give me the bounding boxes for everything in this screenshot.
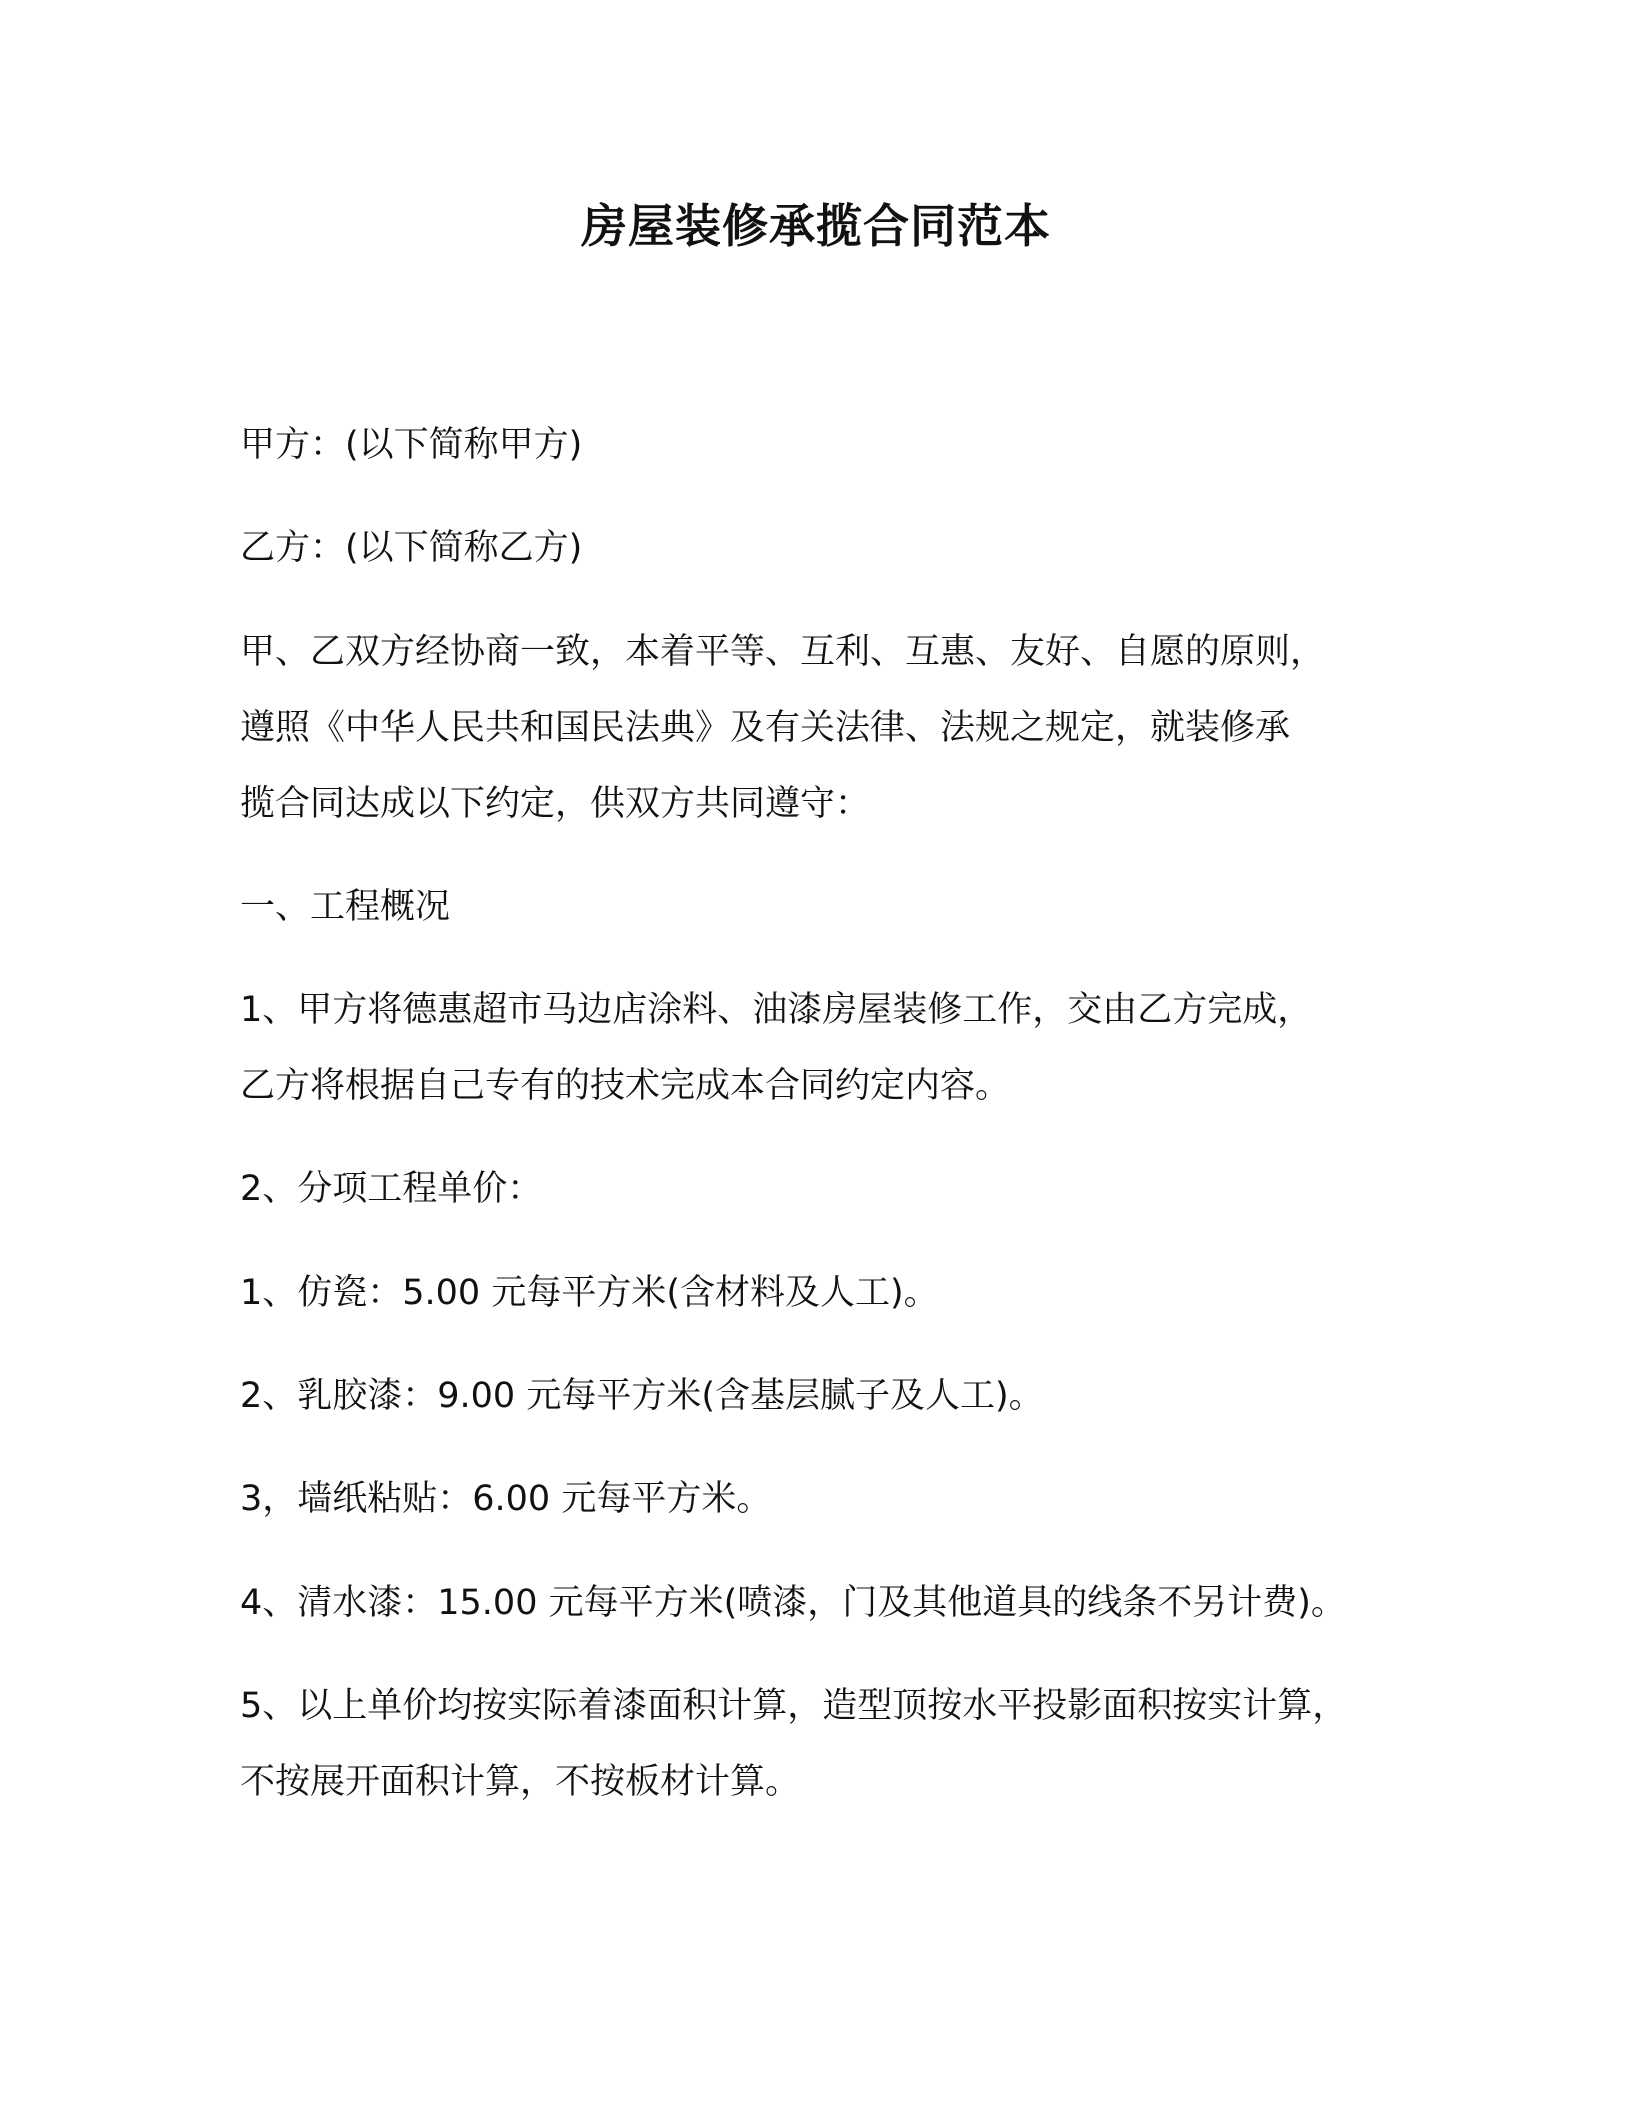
preamble-line-1: 甲、乙双方经协商一致，本着平等、互利、互惠、友好、自愿的原则， — [240, 632, 1326, 672]
price-item: 2、乳胶漆：9.00 元每平方米(含基层腻子及人工)。 — [240, 1376, 1044, 1416]
section-heading: 一、工程概况 — [240, 887, 451, 927]
preamble-line-3: 揽合同达成以下约定，供双方共同遵守： — [240, 784, 871, 824]
party-b-line: 乙方：(以下简称乙方) — [240, 528, 583, 568]
price-item: 1、仿瓷：5.00 元每平方米(含材料及人工)。 — [240, 1273, 939, 1313]
clause-1-line-1: 1、甲方将德惠超市马边店涂料、油漆房屋装修工作，交由乙方完成， — [240, 990, 1313, 1030]
price-item: 4、清水漆：15.00 元每平方米(喷漆，门及其他道具的线条不另计费)。 — [240, 1583, 1346, 1623]
document-title: 房屋装修承揽合同范本 — [581, 199, 1051, 253]
clause-2: 2、分项工程单价： — [240, 1169, 543, 1209]
party-a-line: 甲方：(以下简称甲方) — [240, 425, 583, 465]
clause-5-line-2: 不按展开面积计算，不按板材计算。 — [240, 1762, 801, 1802]
clause-5-line-1: 5、以上单价均按实际着漆面积计算，造型顶按水平投影面积按实计算， — [240, 1686, 1348, 1726]
preamble-line-2: 遵照《中华人民共和国民法典》及有关法律、法规之规定，就装修承 — [240, 708, 1291, 748]
price-item: 3，墙纸粘贴：6.00 元每平方米。 — [240, 1479, 772, 1519]
clause-1-line-2: 乙方将根据自己专有的技术完成本合同约定内容。 — [240, 1066, 1011, 1106]
